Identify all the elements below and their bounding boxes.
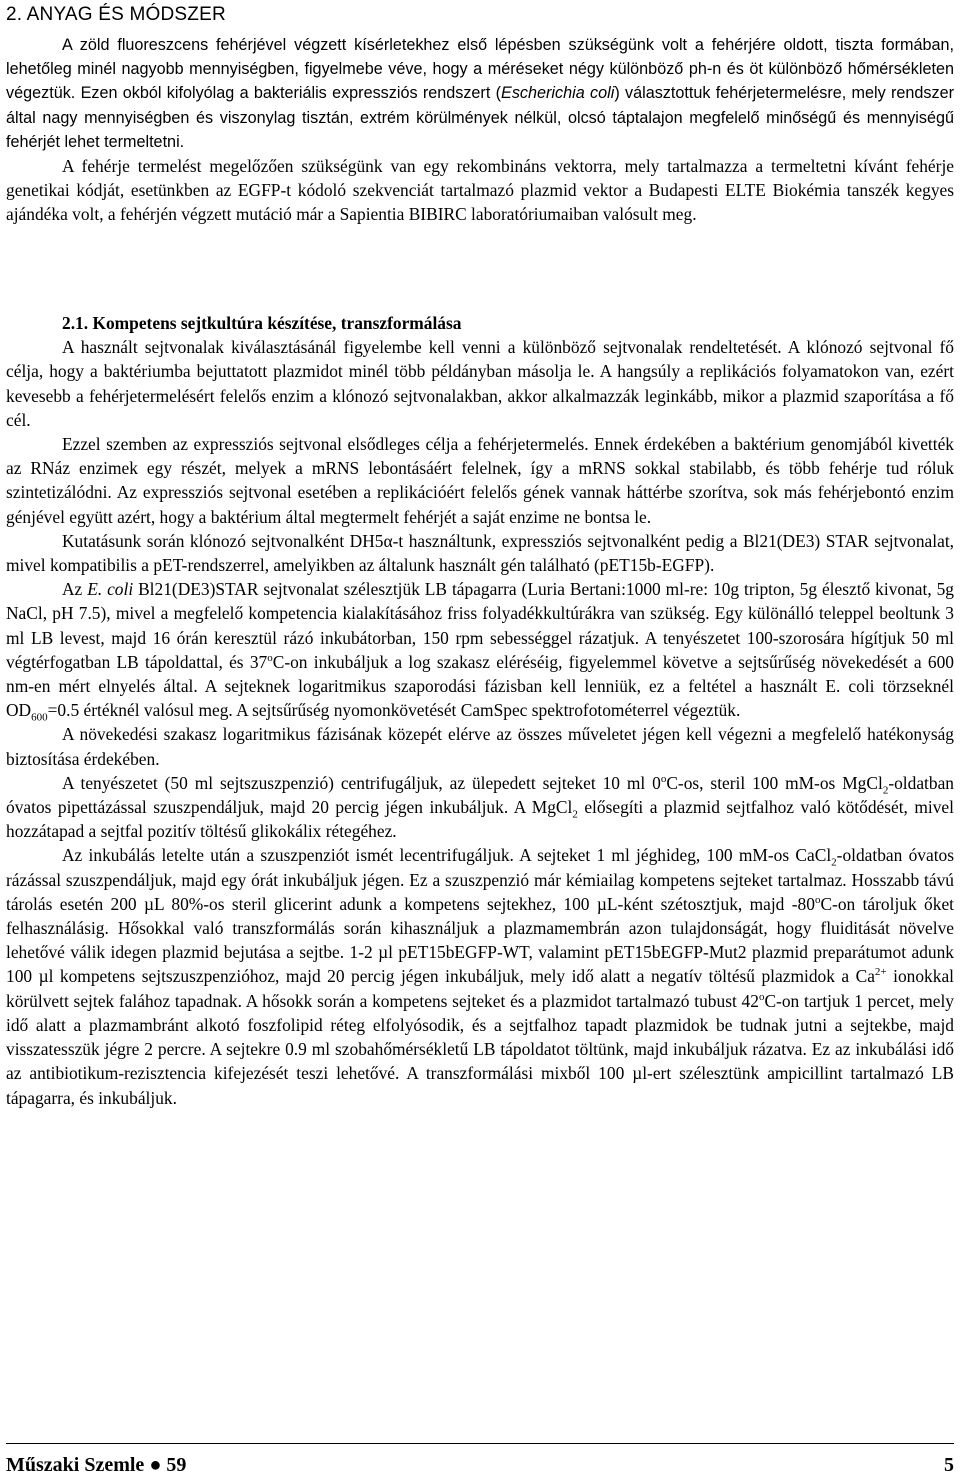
document-page [6, 0, 954, 1478]
paragraph-strains: Kutatásunk során klónozó sejtvonalként DH5α-t használtunk, expressziós sejtvonalként pedig a Bl21(DE3) STAR sejtvonalat, mivel kompatibilis a pET-rendszerrel, amelyikben az általunk használt gén található (pET15b-EGFP). [6, 530, 954, 576]
paragraph-cell-lines: A használt sejtvonalak kiválasztásánál figyelembe kell venni a különböző sejtvonalak rendeltetését. A klónozó sejtvonal fő célja, hogy a baktériumba bejuttatott plazmidot minél több példányban másolja le. A hangsúly a replikációs folyamatokon van, ezért kevesebb a fehérjetermelésért felelős enzim a klónozó sejtvonalakban, akkor alkalmazzák leginkább, mikor a plazmid szaporítása a fő cél. [6, 337, 954, 430]
page-number: 5 [944, 1454, 954, 1476]
footer-divider [6, 1443, 954, 1444]
paragraph-growth-phase: A növekedési szakasz logaritmikus fázisának közepét elérve az összes műveletet jégen kell végezni a megfelelő hatékonyság biztosítása érdekében. [6, 724, 954, 769]
paragraph-transformation: Az inkubálás letelte után a szuszpenziót ismét lecentrifugáljuk. A sejteket 1 ml jéghideg, 100 mM-os CaCl$_2$-oldatban óvatos rázással szuszpendáljuk, majd egy órát inkubáljuk jégen. Ez a szuszpenzió már kémiailag kompetens sejteket tartalmaz. Hosszabb távú tárolás esetén 200 µL 80%-os steril glicerint adunk a kompetens sejtekhez, 100 µL-ként szétosztjuk, majd -80$^o$C-on tároljuk őket felhasználásig. Hősokkal való transzformálás során kihasználjuk a plazmamembrán azon tulajdonságát, hogy fluiditását növelve lehetővé válik idegen plazmid bejutása a sejtbe. 1-2 µl pET15bEGFP-WT, valamint pET15bEGFP-Mut2 plazmid preparátumot adunk 100 µl kompetens sejtszuszpenzióhoz, majd 20 percig jégen inkubáljuk, mely idő alatt a negatív töltésű plazmidok a $Ca^{2+}$ ionokkal körülvett sejtek falához tapadnak. A hősokk során a kompetens sejteket és a plazmidot tartalmazó tubust 42$^o$C-on tartjuk 1 percet, mely idő alatt a plazmambránt alkotó foszfolipid réteg elfolyósodik, és a sejtfalhoz tapadt plazmidok be tudnak jutni a sejtekbe, majd visszatesszük jégre 2 percre. A sejtekre 0.9 ml szobahőmérsékletű LB tápoldatot töltünk, majd inkubáljuk rázatva. Ez az inkubálási idő az antibiotikum-rezisztencia kifejezését teszi lehetővé. A transzformálási mixből 100 µl-ert szélesztünk ampicillint tartalmazó LB tápagarra, és inkubáljuk. [6, 845, 954, 1108]
issue-number: 59 [166, 1454, 187, 1476]
subsection-body [6, 311, 954, 1110]
section-body [6, 33, 954, 227]
paragraph-culture: Az E. coli Bl21(DE3)STAR sejtvonalat szélesztjük LB tápagarra (Luria Bertani:1000 ml-re: 10g tripton, 5g élesztő kivonat, 5g NaCl, pH 7.5), mivel a megfelelő kompetencia kialakításához friss folyadékkultúrákra van szükség. Egy különálló teleppel beoltunk 3 ml LB levest, majd 16 órán keresztül rázó inkubátorban, 150 rpm sebességgel rázatjuk. A tenyészetet 100-szorosára hígítjuk 50 ml végtérfogatban LB tápoldattal, és 37$^o$C-on inkubáljuk a log szakasz eléréséig, figyelemmel követve a sejtsűrűség növekedését a 600 nm-en mért elnyelés által. A sejteknek logaritmikus szaporodási fázisban kell lenniük, ez a feltétel a használt E. coli törzseknél $OD_{600}=0.5$ értéknél valósul meg. A sejtsűrűség nyomonkövetését CamSpec spektrofotométerrel végeztük. [6, 579, 954, 724]
subsection-number: 2.1. [62, 313, 89, 333]
footer-journal [6, 1453, 186, 1477]
paragraph-expression-line: Ezzel szemben az expressziós sejtvonal elsődleges célja a fehérjetermelés. Ennek érdekében a baktérium genomjából kivették az RNáz enzimek egy részét, melyek a mRNS lebontásáért felelnek, így a mRNS sokkal stabilabb, és több fehérje tud róluk szintetizálódni. Az expressziós sejtvonal esetében a replikációért felelős gének vannak háttérbe szorítva, sok más fehérjebontó enzim génjével együtt azért, hogy a baktérium által megtermelt fehérjét a saját enzime ne bontsa le. [6, 434, 954, 527]
subsection-title: Kompetens sejtkultúra készítése, transzformálása [92, 313, 462, 333]
paragraph-mgcl2: A tenyészetet (50 ml sejtszuszpenzió) centrifugáljuk, az ülepedett sejteket 10 ml 0$^o$C-os, steril 100 mM-os MgCl$_2$-oldatban óvatos pipettázással szuszpendáljuk, majd 20 percig jégen inkubáljuk. A MgCl$_2$ elősegíti a plazmid sejtfalhoz való kötődését, mivel hozzátapad a sejtfal pozitív töltésű glikokálix rétegéhez. [6, 772, 954, 842]
paragraph-vector: A fehérje termelést megelőzően szükségünk van egy rekombináns vektorra, mely tartalmazza a termeltetni kívánt fehérje genetikai kódját, esetünkben az EGFP-t kódoló szekvenciát tartalmazó plazmid vektor a Budapesti ELTE Biokémia tanszék kegyes ajándéka volt, a fehérjén végzett mutáció már a Sapientia BIBIRC laboratóriumaiban valósult meg. [6, 156, 954, 225]
journal-title: Műszaki Szemle [6, 1454, 145, 1476]
section-heading: 2. ANYAG ÉS MÓDSZER [6, 4, 226, 25]
subsection-heading [6, 311, 954, 335]
paragraph-intro: A zöld fluoreszcens fehérjével végzett kísérletekhez első lépésben szükségünk volt a fehérjére oldott, tiszta formában, lehetőleg minél nagyobb mennyiségben, figyelmebe véve, hogy a méréseket négy különböző ph-n és öt különböző hőmérsékleten végeztük. Ezen okból kifolyólag a bakteriális expressziós rendszert (Escherichia coli) választottuk fehérjetermelésre, mely rendszer által nagy mennyiségben és viszonylag tisztán, extrém körülmények nélkül, olcsó táptalajon megfelelő minőségű és mennyiségű fehérjét lehet termeltetni. [6, 36, 955, 151]
bullet-icon: ● [149, 1454, 162, 1476]
